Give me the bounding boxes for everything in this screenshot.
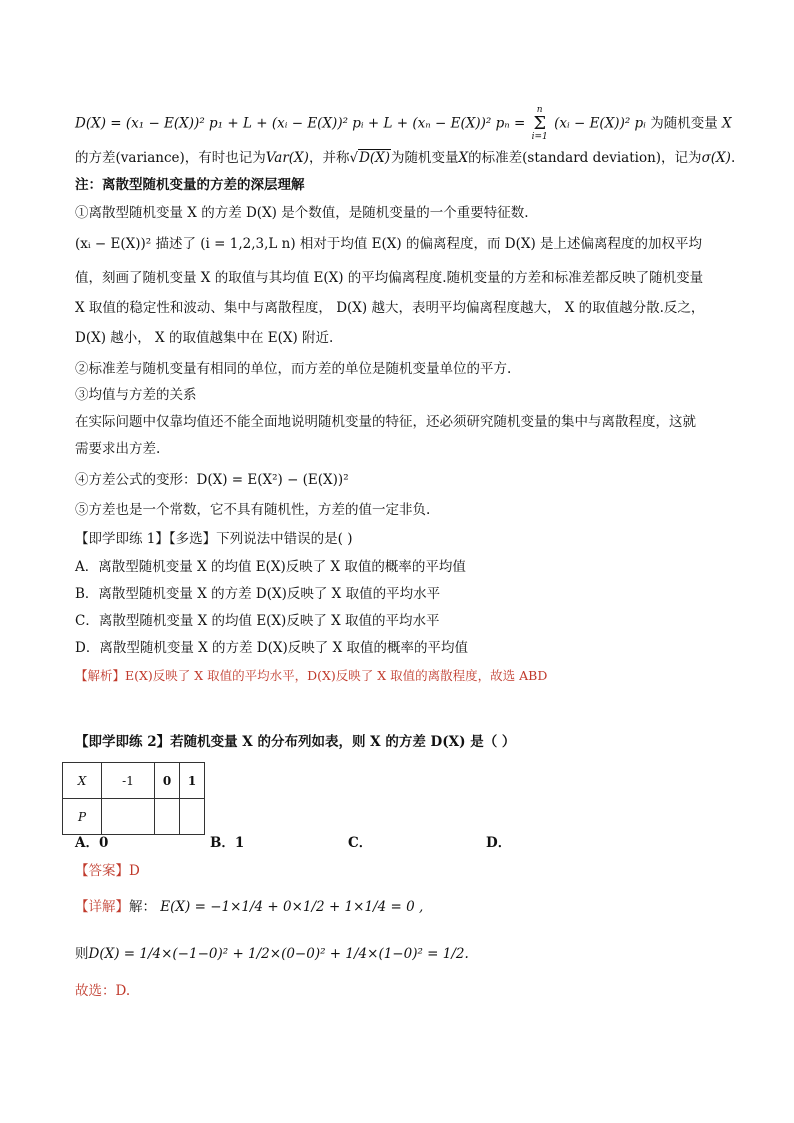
table-cell (180, 799, 205, 835)
distribution-table (62, 762, 205, 835)
point-1-detail-1: (xᵢ − E(X))² 描述了 (i = 1,2,3,L n) 相对于均值 E(X) 的偏离程度，而 D(X) 是上述偏离程度的加权平均 (75, 236, 703, 252)
summation-symbol: n Σ i=1 (531, 105, 548, 142)
variance-formula: D(X) = (x₁ − E(X))² p₁ + L + (xᵢ − E(X))² pᵢ + L + (xₙ − E(X))² pₙ = (75, 115, 526, 132)
exercise-2-option-b: B．1 (210, 835, 245, 851)
sum-body: (xᵢ − E(X))² pᵢ (554, 115, 646, 132)
exercise-1-option-d: D．离散型随机变量 X 的方差 D(X)反映了 X 取值的概率的平均值 (75, 640, 468, 656)
variance-formula-line (75, 106, 735, 142)
table-cell (155, 799, 180, 835)
variance-definition: 的方差(variance)，有时也记为Var(X)，并称√D(X)为随机变量X的标准差(standard deviation)，记为σ(X). (75, 150, 736, 166)
exercise-1-option-b: B．离散型随机变量 X 的方差 D(X)反映了 X 取值的平均水平 (75, 586, 441, 602)
dx-expression: D(X) = 1/4×(−1−0)² + 1/2×(0−0)² + 1/4×(1−0)² = 1/2. (88, 946, 469, 962)
point-3: ③均值与方差的关系 (75, 387, 197, 403)
table-cell: 1 (180, 763, 205, 799)
exercise-2-title: 【即学即练 2】若随机变量 X 的分布列如表，则 X 的方差 D(X) 是（ ） (75, 734, 516, 750)
table-cell: P (63, 799, 102, 835)
def-x: X (458, 150, 469, 166)
point-3-detail-1: 在实际问题中仅靠均值还不能全面地说明随机变量的特征，还必须研究随机变量的集中与离散程度，这就 (75, 414, 696, 430)
sigma-notation: σ(X) (701, 150, 731, 166)
exercise-2-conclusion: 故选：D. (75, 983, 131, 999)
table-cell: -1 (102, 763, 155, 799)
exercise-2-detail-dx (75, 944, 735, 964)
point-5: ⑤方差也是一个常数，它不具有随机性，方差的值一定非负. (75, 502, 431, 518)
exercise-2-answer (75, 861, 735, 881)
point-4: ④方差公式的变形：D(X) = E(X²) − (E(X))² (75, 472, 349, 488)
exercise-2-option-d: D． (486, 835, 512, 851)
sum-lower: i=1 (531, 132, 548, 142)
exercise-2-detail-ex (75, 897, 735, 917)
point-1: ①离散型随机变量 X 的方差 D(X) 是个数值，是随机变量的一个重要特征数. (75, 205, 529, 221)
table-cell: 0 (155, 763, 180, 799)
note-title: 注：离散型随机变量的方差的深层理解 (75, 177, 305, 193)
table-cell: X (63, 763, 102, 799)
def-end: . (730, 150, 736, 166)
def-mid3: 的标准差(standard deviation)，记为 (468, 150, 702, 166)
table-row (63, 799, 205, 835)
point-1-detail-4: D(X) 越小， X 的取值越集中在 E(X) 附近. (75, 330, 334, 346)
formula-suffix: 为随机变量 (650, 115, 718, 132)
sum-upper: n (536, 105, 543, 115)
point-2: ②标准差与随机变量有相同的单位，而方差的单位是随机变量单位的平方. (75, 361, 512, 377)
point-1-detail-3: X 取值的稳定性和波动、集中与离散程度， D(X) 越大，表明平均偏离程度越大， X 的取值越分散.反之， (75, 300, 705, 316)
formula-suffix-var: X (722, 115, 732, 132)
detail-label: 【详解】 (75, 899, 129, 915)
exercise-1-option-a: A．离散型随机变量 X 的均值 E(X)反映了 X 取值的概率的平均值 (75, 559, 466, 575)
def-mid: ，并称 (308, 150, 350, 166)
def-prefix: 的方差(variance)，有时也记为 (75, 150, 266, 166)
exercise-1-option-c: C．离散型随机变量 X 的均值 E(X)反映了 X 取值的平均水平 (75, 613, 440, 629)
exercise-1-title: 【即学即练 1】【多选】下列说法中错误的是( ) (75, 531, 353, 547)
dx-prefix: 则 (75, 946, 89, 962)
exercise-2-option-a: A．0 (75, 835, 109, 851)
exercise-1-analysis: 【解析】E(X)反映了 X 取值的平均水平，D(X)反映了 X 取值的离散程度，故选 ABD (75, 668, 548, 683)
ex-expression: E(X) = −1×1/4 + 0×1/2 + 1×1/4 = 0 , (160, 899, 424, 915)
point-3-detail-2: 需要求出方差. (75, 441, 161, 457)
exercise-2-option-c: C． (348, 835, 373, 851)
def-mid2: 为随机变量 (391, 150, 459, 166)
var-notation: Var(X) (265, 150, 309, 166)
point-1-detail-2: 值，刻画了随机变量 X 的取值与其均值 E(X) 的平均偏离程度.随机变量的方差和标准差都反映了随机变量 (75, 270, 704, 286)
table-cell (102, 799, 155, 835)
answer-label: 【答案】 (75, 863, 129, 879)
answer-value: D (129, 863, 140, 879)
detail-text: 解： (129, 899, 156, 915)
sqrt-inner: D(X) (359, 150, 391, 166)
table-row (63, 763, 205, 799)
